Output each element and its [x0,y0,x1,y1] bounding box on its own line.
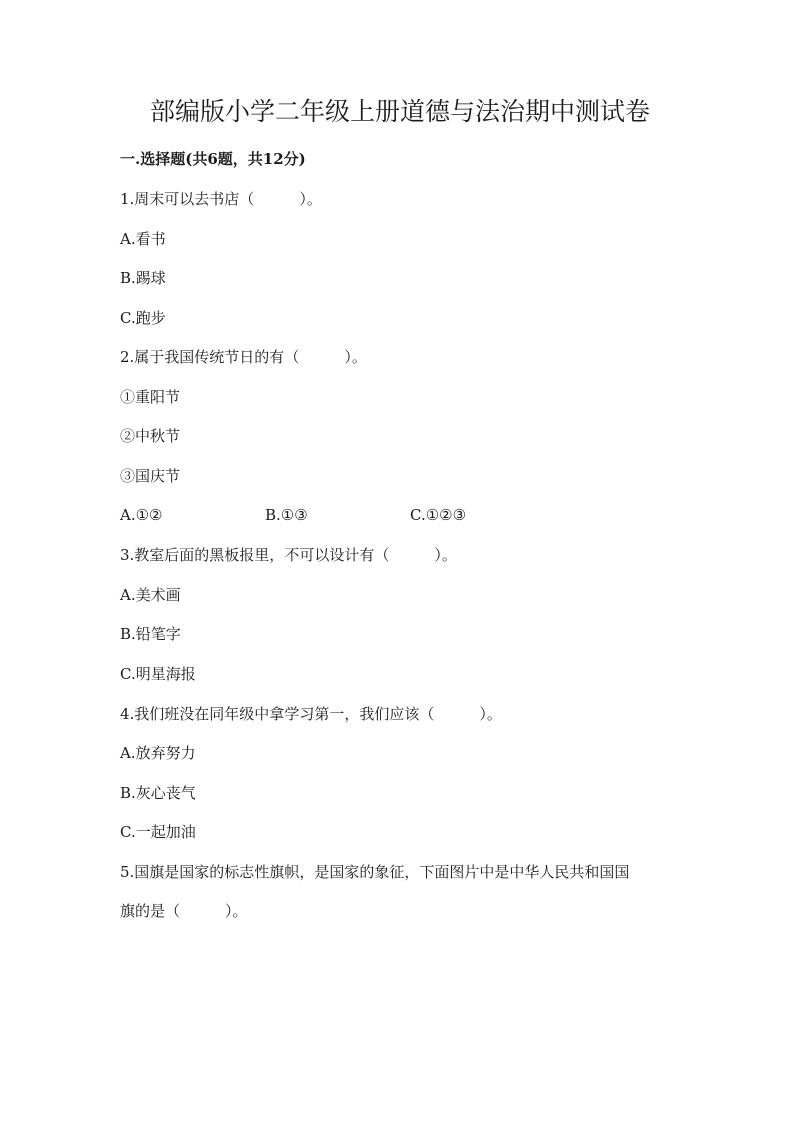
question-3-option-a: A.美术画 [120,586,181,604]
question-1-option-a: A.看书 [120,230,166,248]
question-2-option-b: B.①③ [265,506,308,524]
question-2-option-a: A.①② [120,506,163,524]
question-4-option-c: C.一起加油 [120,823,196,841]
question-4-option-a: A.放弃努力 [120,744,196,762]
question-1-stem: 1.周末可以去书店（ ）。 [120,190,322,208]
question-1-option-c: C.跑步 [120,309,166,327]
question-3-option-c: C.明星海报 [120,665,196,683]
question-2-item-1: ①重阳节 [120,388,181,406]
question-4-stem: 4.我们班没在同年级中拿学习第一，我们应该（ ）。 [120,705,502,723]
page-title: 部编版小学二年级上册道德与法治期中测试卷 [149,97,650,126]
question-2-item-3: ③国庆节 [120,467,181,485]
question-5-stem-line-2: 旗的是（ ）。 [120,902,248,920]
question-2-option-c: C.①②③ [410,506,467,524]
question-2-item-2: ②中秋节 [120,427,181,445]
question-2-stem: 2.属于我国传统节日的有（ ）。 [120,348,367,366]
question-1-option-b: B.踢球 [120,269,166,287]
question-3-option-b: B.铅笔字 [120,625,181,643]
question-5-stem-line-1: 5.国旗是国家的标志性旗帜，是国家的象征，下面图片中是中华人民共和国国 [120,863,630,881]
question-4-option-b: B.灰心丧气 [120,784,196,802]
section-heading: 一.选择题(共6题，共12分) [120,150,306,168]
question-3-stem: 3.教室后面的黑板报里，不可以设计有（ ）。 [120,546,457,564]
